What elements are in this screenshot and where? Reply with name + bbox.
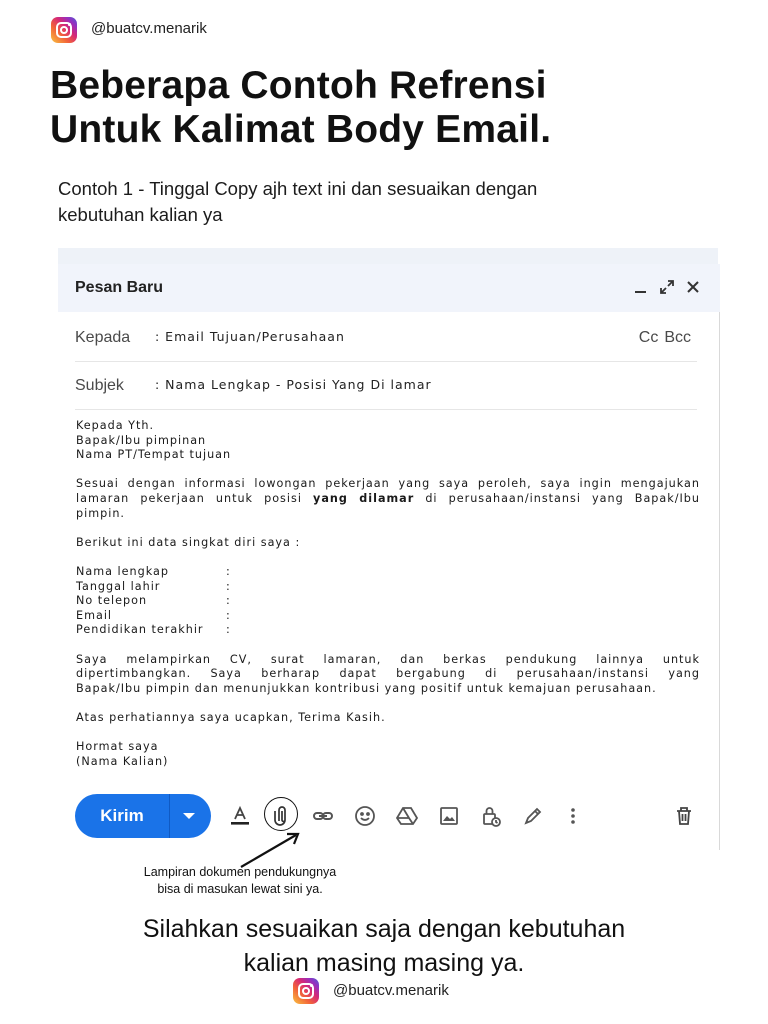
personal-data-list <box>76 565 700 638</box>
footer-instagram-handle: @buatcv.menarik <box>333 982 449 999</box>
instagram-icon <box>293 978 319 1004</box>
intro-text <box>58 176 678 228</box>
compose-title: Pesan Baru <box>75 279 164 296</box>
attach-file-icon[interactable] <box>269 804 293 828</box>
subject-value[interactable]: : Nama Lengkap - Posisi Yang Di lamar <box>155 377 432 392</box>
thanks-line: Atas perhatiannya saya ucapkan, Terima Kasih. <box>76 710 386 724</box>
paragraph-line: pimpin. <box>76 506 125 520</box>
data-row: Nama lengkap : <box>76 564 231 578</box>
window-backdrop <box>58 248 718 264</box>
data-row: Tanggal lahir : <box>76 579 231 593</box>
email-body[interactable] <box>76 419 700 769</box>
send-button-divider <box>169 794 170 838</box>
intro-line-2: kebutuhan kalian ya <box>58 204 223 225</box>
compose-window <box>58 264 720 850</box>
recipient-label: Kepada <box>75 329 131 346</box>
annotation-line-2: bisa di masukan lewat sini ya. <box>157 882 323 896</box>
data-row: No telepon : <box>76 594 231 608</box>
signature-line: Hormat saya <box>76 740 159 754</box>
signature-line: (Nama Kalian) <box>76 754 169 768</box>
expand-icon[interactable] <box>658 278 676 296</box>
page-title-line-1: Beberapa Contoh Refrensi <box>50 64 547 107</box>
attachment-annotation <box>120 864 360 898</box>
greeting-line: Bapak/Ibu pimpinan <box>76 433 207 447</box>
insert-link-icon[interactable] <box>311 804 335 828</box>
signature-icon[interactable] <box>521 804 545 828</box>
minimize-icon[interactable] <box>632 278 650 296</box>
closing-line-1: Silahkan sesuaikan saja dengan kebutuhan <box>142 915 626 943</box>
paragraph-line: Bapak/Ibu pimpin dan menunjukkan kontribusi yang positif untuk kemajuan perusahaan. <box>76 681 657 695</box>
page-title-line-2: Untuk Kalimat Body Email. <box>50 108 552 151</box>
page-title <box>50 64 710 152</box>
recipient-field[interactable] <box>75 314 697 362</box>
data-row: Pendidikan terakhir : <box>76 623 231 637</box>
paragraph-line: dipertimbangkan. Saya berharap dapat bergabung di perusahaan/instansi yang <box>76 667 700 681</box>
send-button[interactable] <box>75 794 211 838</box>
paragraph-line: Sesuai dengan informasi lowongan pekerjaan yang saya peroleh, saya ingin mengajukan <box>76 477 700 491</box>
drive-icon[interactable] <box>395 804 419 828</box>
greeting-line: Nama PT/Tempat tujuan <box>76 448 232 462</box>
more-options-icon[interactable] <box>561 804 585 828</box>
instagram-handle: @buatcv.menarik <box>91 20 207 37</box>
cc-link[interactable]: Cc <box>638 329 659 346</box>
close-icon[interactable] <box>684 278 702 296</box>
data-row: Email : <box>76 608 231 622</box>
send-options-icon[interactable] <box>183 813 195 819</box>
send-button-label: Kirim <box>100 806 144 825</box>
format-text-icon[interactable] <box>228 804 252 828</box>
cc-bcc-links <box>633 329 691 347</box>
compose-titlebar <box>58 264 720 312</box>
bcc-link[interactable]: Bcc <box>664 329 691 346</box>
emoji-icon[interactable] <box>353 804 377 828</box>
confidential-mode-icon[interactable] <box>479 804 503 828</box>
delete-icon[interactable] <box>672 804 696 828</box>
closing-line-2: kalian masing masing ya. <box>243 949 525 977</box>
greeting-line: Kepada Yth. <box>76 419 154 432</box>
recipient-value[interactable]: : Email Tujuan/Perusahaan <box>155 329 345 344</box>
intro-line-1: Contoh 1 - Tinggal Copy ajh text ini dan sesuaikan dengan <box>58 178 538 199</box>
subject-field[interactable] <box>75 362 697 410</box>
data-intro-line: Berikut ini data singkat diri saya : <box>76 535 301 549</box>
subject-label: Subjek <box>75 377 124 394</box>
insert-photo-icon[interactable] <box>437 804 461 828</box>
paragraph-line: lamaran pekerjaan untuk posisi yang dilamar di perusahaan/instansi yang Bapak/Ibu <box>76 491 701 505</box>
closing-text <box>84 912 684 980</box>
position-placeholder: yang dilamar <box>313 491 415 505</box>
annotation-line-1: Lampiran dokumen pendukungnya <box>143 865 337 879</box>
instagram-icon <box>51 17 77 43</box>
paragraph-line: Saya melampirkan CV, surat lamaran, dan berkas pendukung lainnya untuk <box>76 652 700 666</box>
